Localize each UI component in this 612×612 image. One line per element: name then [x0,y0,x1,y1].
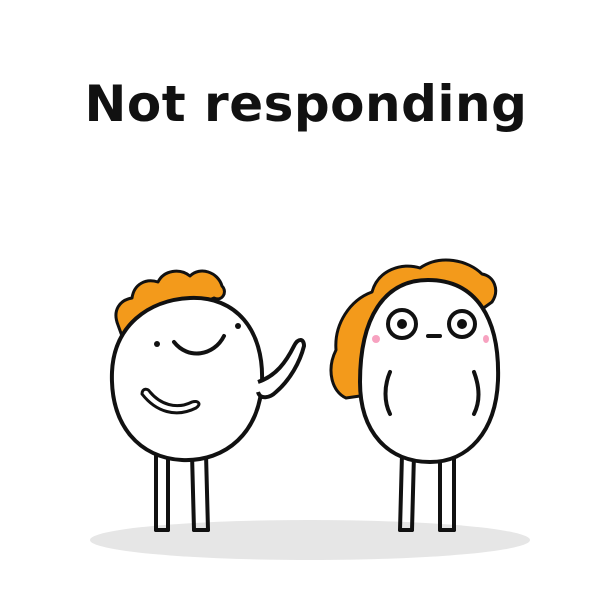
waving-character-waving-arm [258,340,304,397]
waving-character-body [112,298,262,460]
surprised-character [331,260,498,530]
surprised-character-legs [400,454,454,530]
title-text: Not responding [84,75,528,133]
surprised-character-body [360,280,498,462]
waving-character-legs [156,454,208,530]
waving-character [112,271,304,530]
